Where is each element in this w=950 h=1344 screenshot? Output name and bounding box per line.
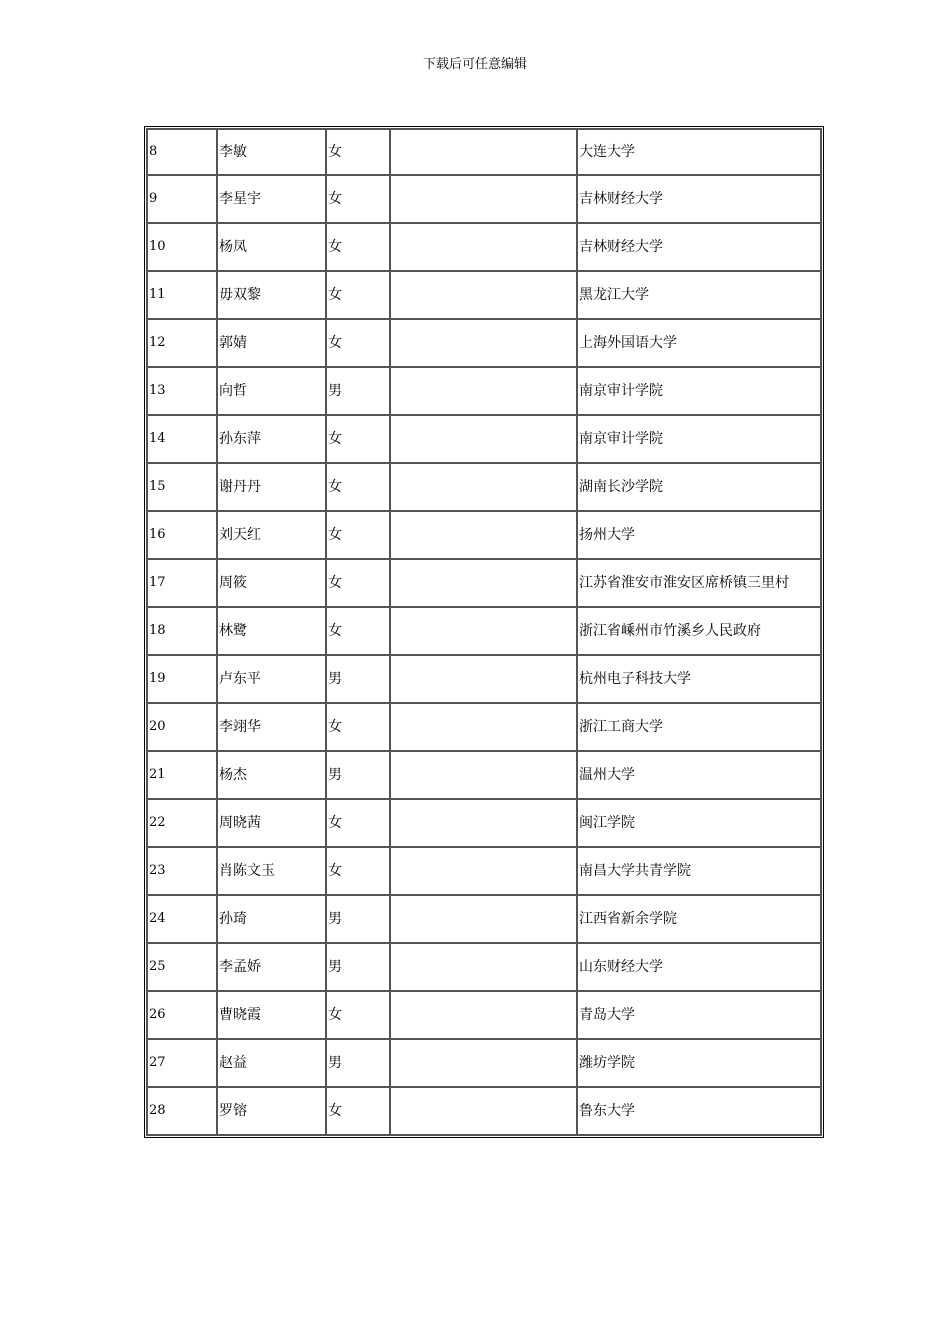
gender: 女 xyxy=(327,176,391,224)
institution: 闽江学院 xyxy=(578,800,822,848)
blank-cell xyxy=(391,1040,578,1088)
row-number: 11 xyxy=(146,272,218,320)
blank-cell xyxy=(391,272,578,320)
person-name: 肖陈文玉 xyxy=(218,848,327,896)
row-number: 13 xyxy=(146,368,218,416)
table-row xyxy=(146,272,822,320)
blank-cell xyxy=(391,224,578,272)
table-row xyxy=(146,464,822,512)
person-name: 刘天红 xyxy=(218,512,327,560)
gender: 男 xyxy=(327,368,391,416)
institution: 温州大学 xyxy=(578,752,822,800)
person-name: 周筱 xyxy=(218,560,327,608)
row-number: 16 xyxy=(146,512,218,560)
gender: 女 xyxy=(327,464,391,512)
blank-cell xyxy=(391,752,578,800)
row-number: 17 xyxy=(146,560,218,608)
row-number: 12 xyxy=(146,320,218,368)
institution: 扬州大学 xyxy=(578,512,822,560)
table-row xyxy=(146,896,822,944)
blank-cell xyxy=(391,512,578,560)
person-name: 林鹭 xyxy=(218,608,327,656)
blank-cell xyxy=(391,656,578,704)
gender: 女 xyxy=(327,800,391,848)
blank-cell xyxy=(391,992,578,1040)
institution: 湖南长沙学院 xyxy=(578,464,822,512)
table-row xyxy=(146,800,822,848)
institution: 江苏省淮安市淮安区席桥镇三里村 xyxy=(578,560,822,608)
person-name: 李星宇 xyxy=(218,176,327,224)
table-row xyxy=(146,752,822,800)
institution: 上海外国语大学 xyxy=(578,320,822,368)
blank-cell xyxy=(391,800,578,848)
institution: 吉林财经大学 xyxy=(578,224,822,272)
person-name: 李敏 xyxy=(218,128,327,176)
gender: 女 xyxy=(327,416,391,464)
institution: 山东财经大学 xyxy=(578,944,822,992)
table-row xyxy=(146,704,822,752)
blank-cell xyxy=(391,896,578,944)
table-row xyxy=(146,416,822,464)
table-row xyxy=(146,368,822,416)
gender: 女 xyxy=(327,128,391,176)
row-number: 9 xyxy=(146,176,218,224)
row-number: 25 xyxy=(146,944,218,992)
institution: 杭州电子科技大学 xyxy=(578,656,822,704)
blank-cell xyxy=(391,464,578,512)
person-name: 卢东平 xyxy=(218,656,327,704)
blank-cell xyxy=(391,176,578,224)
table-row xyxy=(146,992,822,1040)
gender: 女 xyxy=(327,1088,391,1136)
table-row xyxy=(146,128,822,176)
row-number: 18 xyxy=(146,608,218,656)
institution: 浙江省嵊州市竹溪乡人民政府 xyxy=(578,608,822,656)
blank-cell xyxy=(391,560,578,608)
row-number: 28 xyxy=(146,1088,218,1136)
institution: 青岛大学 xyxy=(578,992,822,1040)
person-name: 曹晓霞 xyxy=(218,992,327,1040)
row-number: 23 xyxy=(146,848,218,896)
institution: 江西省新余学院 xyxy=(578,896,822,944)
blank-cell xyxy=(391,944,578,992)
person-name: 李孟娇 xyxy=(218,944,327,992)
person-name: 谢丹丹 xyxy=(218,464,327,512)
blank-cell xyxy=(391,704,578,752)
blank-cell xyxy=(391,416,578,464)
institution: 浙江工商大学 xyxy=(578,704,822,752)
table-row xyxy=(146,656,822,704)
institution: 黑龙江大学 xyxy=(578,272,822,320)
roster-table xyxy=(146,128,822,1136)
page-header: 下载后可任意编辑 xyxy=(422,57,527,72)
person-name: 向哲 xyxy=(218,368,327,416)
roster-table-frame xyxy=(144,126,824,1138)
institution: 鲁东大学 xyxy=(578,1088,822,1136)
person-name: 李翊华 xyxy=(218,704,327,752)
gender: 男 xyxy=(327,656,391,704)
gender: 男 xyxy=(327,896,391,944)
institution: 南昌大学共青学院 xyxy=(578,848,822,896)
gender: 女 xyxy=(327,608,391,656)
blank-cell xyxy=(391,128,578,176)
institution: 潍坊学院 xyxy=(578,1040,822,1088)
person-name: 杨凤 xyxy=(218,224,327,272)
row-number: 20 xyxy=(146,704,218,752)
row-number: 8 xyxy=(146,128,218,176)
row-number: 15 xyxy=(146,464,218,512)
row-number: 21 xyxy=(146,752,218,800)
row-number: 27 xyxy=(146,1040,218,1088)
blank-cell xyxy=(391,608,578,656)
row-number: 19 xyxy=(146,656,218,704)
gender: 男 xyxy=(327,752,391,800)
table-row xyxy=(146,608,822,656)
table-row xyxy=(146,320,822,368)
person-name: 孙琦 xyxy=(218,896,327,944)
table-row xyxy=(146,848,822,896)
table-row xyxy=(146,560,822,608)
person-name: 郭婧 xyxy=(218,320,327,368)
table-row xyxy=(146,512,822,560)
blank-cell xyxy=(391,368,578,416)
table-row xyxy=(146,224,822,272)
row-number: 24 xyxy=(146,896,218,944)
table-row xyxy=(146,1088,822,1136)
blank-cell xyxy=(391,1088,578,1136)
row-number: 22 xyxy=(146,800,218,848)
gender: 女 xyxy=(327,560,391,608)
person-name: 毋双黎 xyxy=(218,272,327,320)
institution: 南京审计学院 xyxy=(578,416,822,464)
row-number: 14 xyxy=(146,416,218,464)
row-number: 26 xyxy=(146,992,218,1040)
gender: 男 xyxy=(327,1040,391,1088)
blank-cell xyxy=(391,848,578,896)
row-number: 10 xyxy=(146,224,218,272)
gender: 女 xyxy=(327,848,391,896)
table-row xyxy=(146,176,822,224)
gender: 女 xyxy=(327,272,391,320)
gender: 女 xyxy=(327,992,391,1040)
person-name: 杨杰 xyxy=(218,752,327,800)
table-row xyxy=(146,944,822,992)
gender: 女 xyxy=(327,704,391,752)
gender: 女 xyxy=(327,320,391,368)
institution: 南京审计学院 xyxy=(578,368,822,416)
blank-cell xyxy=(391,320,578,368)
table-row xyxy=(146,1040,822,1088)
gender: 女 xyxy=(327,512,391,560)
gender: 男 xyxy=(327,944,391,992)
person-name: 孙东萍 xyxy=(218,416,327,464)
person-name: 罗镕 xyxy=(218,1088,327,1136)
person-name: 周晓茜 xyxy=(218,800,327,848)
institution: 大连大学 xyxy=(578,128,822,176)
person-name: 赵益 xyxy=(218,1040,327,1088)
gender: 女 xyxy=(327,224,391,272)
institution: 吉林财经大学 xyxy=(578,176,822,224)
